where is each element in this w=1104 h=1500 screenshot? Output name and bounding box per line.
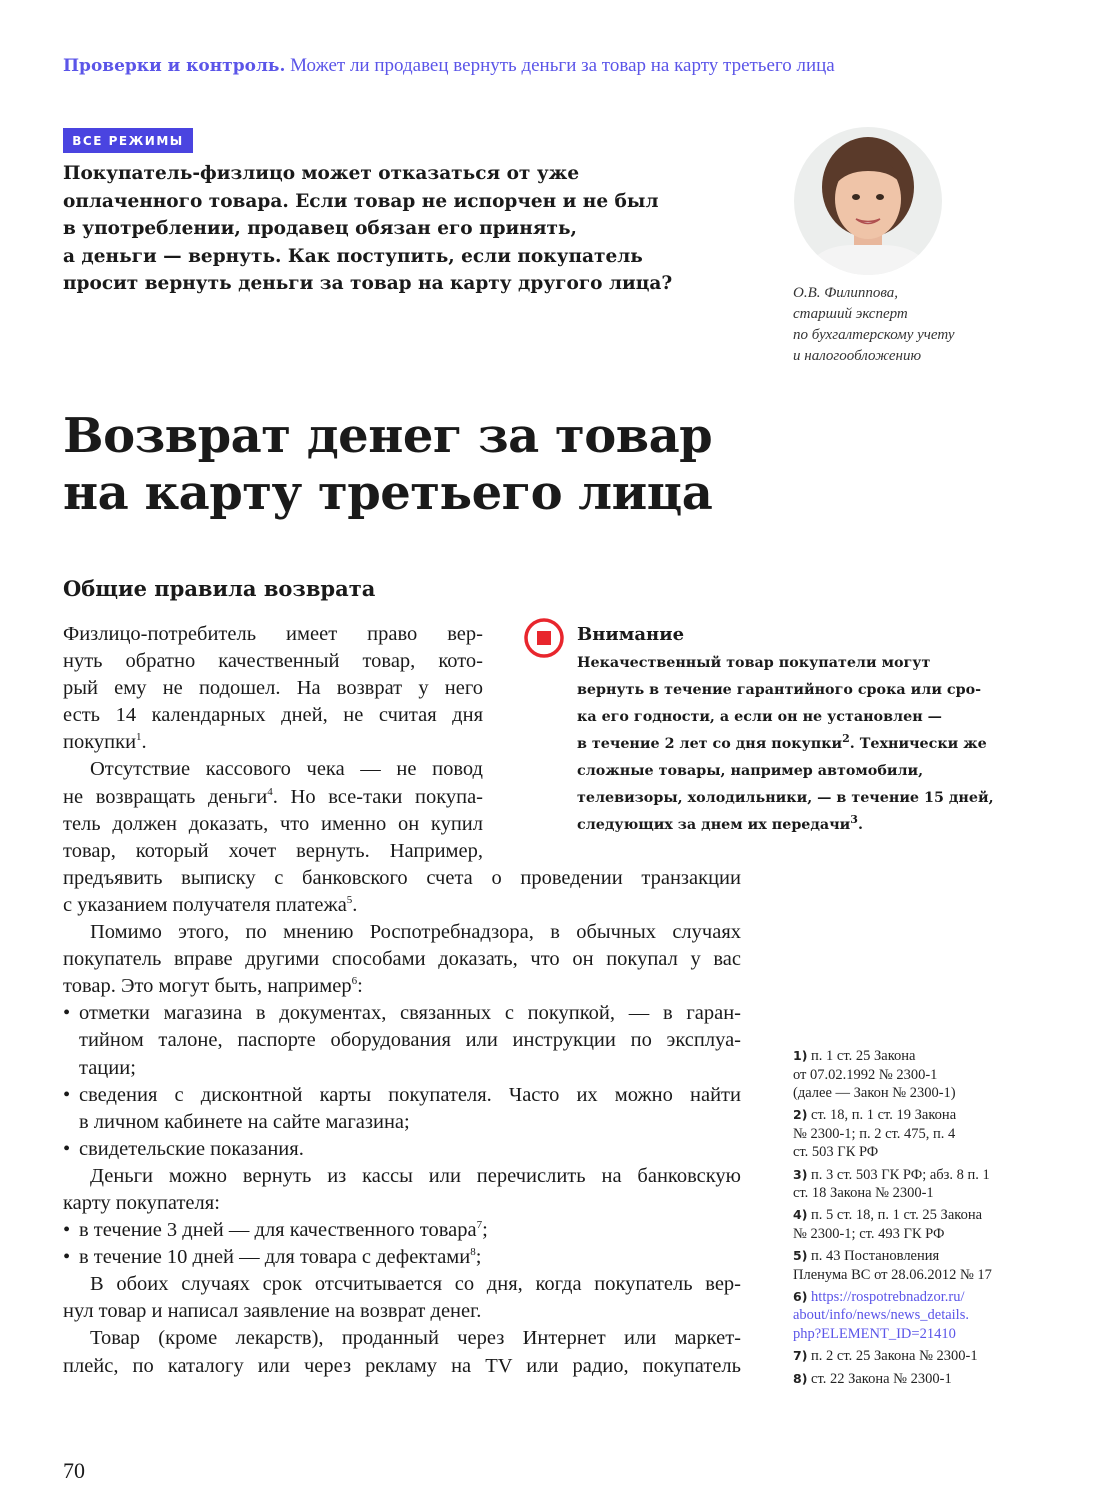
body-line: нул товар и написал заявление на возврат денег. [63, 1300, 482, 1323]
body-line: В обоих случаях срок отсчитывается со дня, когда покупатель вер- [90, 1273, 741, 1296]
author-photo [794, 127, 942, 275]
title-line: на карту третьего лица [63, 465, 713, 521]
body-line: есть 14 календарных дней, не считая дня [63, 704, 483, 727]
attention-line: в течение 2 лет со дня покупки$^2$. Технически же [577, 732, 987, 752]
body-line: нуть обратно качественный товар, кото- [63, 650, 483, 673]
body-line: карту покупателя: [63, 1191, 220, 1214]
body-line: Деньги можно вернуть из кассы или перечислить на банковскую [90, 1164, 741, 1187]
title-line: Возврат денег за товар [63, 408, 713, 464]
footnote-ref: 8 [470, 1246, 476, 1259]
body-line: плейс, по каталогу или через рекламу на TV или радио, покупатель [63, 1354, 741, 1377]
regime-tag: ВСЕ РЕЖИМЫ [63, 128, 193, 153]
lead-line: Покупатель-физлицо может отказаться от уже [63, 163, 580, 184]
bullet-item: • свидетельские показания. [63, 1136, 741, 1163]
lead-line: оплаченного товара. Если товар не испорчен и не был [63, 190, 659, 212]
bullet-item: • отметки магазина в документах, связанных с покупкой, — в гаран- [63, 1000, 741, 1027]
attention-line: сложные товары, например автомобили, [577, 763, 924, 779]
body-line: товар, который хочет вернуть. Например, [63, 839, 483, 862]
body-line: тель должен доказать, что именно он купил [63, 812, 483, 835]
article-body [63, 621, 741, 1380]
footnote-ref: 3 [850, 813, 858, 827]
footnote: 6) https://rospotrebnadzor.ru/ about/info/news/news_details. php?ELEMENT_ID=21410 [793, 1288, 969, 1342]
footnote-ref: 4 [267, 785, 273, 798]
header-title: Может ли продавец вернуть деньги за товар на карту третьего лица [290, 55, 835, 76]
author-caption [793, 283, 955, 367]
lead-line: в употреблении, продавец обязан его принять, [63, 218, 577, 239]
author-name: О.В. Филиппова, [793, 285, 899, 301]
section-heading: Общие правила возврата [63, 576, 376, 601]
footnote-ref: 1 [136, 731, 142, 744]
bullet-item: • в течение 10 дней — для товара с дефектами$^8$; [63, 1244, 741, 1271]
footnote-ref: 6 [351, 975, 358, 988]
body-line: тийном талоне, паспорте оборудования или инструкции по эксплуа- [79, 1029, 741, 1052]
author-role-line: старший эксперт [793, 306, 908, 322]
footnote-link[interactable]: about/info/news/news_details. [793, 1307, 969, 1324]
footnote-link[interactable]: https://rospotrebnadzor.ru/ [811, 1288, 965, 1305]
footnote: 7) п. 2 ст. 25 Закона № 2300-1 [793, 1348, 978, 1365]
body-line: тации; [79, 1056, 136, 1079]
body-line: рый ему не подошел. На возврат у него [63, 677, 483, 700]
footnote: 8) ст. 22 Закона № 2300-1 [793, 1370, 952, 1387]
bullet-dot: • [63, 1002, 71, 1025]
body-line: покупатель вправе другими способами доказать, что он покупал у вас [63, 948, 741, 971]
lead-line: а деньги — вернуть. Как поступить, если покупатель [63, 245, 643, 267]
footnote: 1) п. 1 ст. 25 Закона от 07.02.1992 № 2300-1 (далее — Закон № 2300-1) [793, 1048, 956, 1101]
footnote-link[interactable]: php?ELEMENT_ID=21410 [793, 1325, 956, 1342]
bullet-item: • в течение 3 дней — для качественного товара$^7$; [63, 1217, 741, 1244]
bullet-dot: • [63, 1246, 71, 1269]
body-line: Физлицо-потребитель имеет право вер- [63, 623, 483, 645]
article-title [63, 408, 712, 522]
attention-heading: Внимание [577, 624, 685, 645]
attention-line: следующих за днем их передачи$^3$. [577, 813, 863, 833]
body-line: товар. Это могут быть, например$^6$: [63, 975, 363, 998]
footnote: 3) п. 3 ст. 503 ГК РФ; абз. 8 п. 1 ст. 18 Закона № 2300-1 [793, 1166, 990, 1202]
bullet-dot: • [63, 1137, 71, 1160]
attention-line: телевизоры, холодильники, — в течение 15 дней, [577, 790, 994, 806]
footnote: 2) ст. 18, п. 1 ст. 19 Закона № 2300-1; п. 2 ст. 475, п. 4 ст. 503 ГК РФ [793, 1107, 957, 1161]
footnote-ref: 7 [476, 1219, 483, 1232]
lead-line: просит вернуть деньги за товар на карту другого лица? [63, 273, 673, 294]
author-role-line: и налогообложению [793, 348, 922, 364]
body-line: в личном кабинете на сайте магазина; [79, 1110, 410, 1133]
body-line: Помимо этого, по мнению Роспотребнадзора, в обычных случаях [90, 921, 741, 944]
lead-paragraph [63, 160, 743, 298]
body-line: Товар (кроме лекарств), проданный через Интернет или маркет- [90, 1327, 741, 1350]
body-line: предъявить выписку с банковского счета о проведении транзакции [63, 866, 741, 889]
footnotes [793, 1047, 992, 1392]
body-line: не возвращать деньги$^4$. Но все-таки покупа- [63, 785, 484, 808]
body-line: Отсутствие кассового чека — не повод [90, 758, 483, 781]
running-header [63, 55, 835, 77]
page-number: 70 [63, 1458, 85, 1483]
bullet-dot: • [63, 1083, 71, 1106]
footnote: 5) п. 43 Постановления Пленума ВС от 28.06.2012 № 17 [793, 1248, 992, 1283]
footnote: 4) п. 5 ст. 18, п. 1 ст. 25 Закона № 2300-1; ст. 493 ГК РФ [793, 1207, 983, 1242]
attention-line: Некачественный товар покупатели могут [577, 655, 931, 671]
bullet-dot: • [63, 1219, 71, 1242]
header-rubric: Проверки и контроль. [63, 56, 286, 76]
attention-line: ка его годности, а если он не установлен — [577, 709, 942, 725]
body-line: с указанием получателя платежа$^5$. [63, 893, 358, 916]
body-line: покупки$^1$. [63, 731, 147, 754]
footnote-ref: 2 [842, 732, 850, 746]
author-role-line: по бухгалтерскому учету [793, 327, 955, 343]
footnote-ref: 5 [346, 894, 353, 907]
bullet-item: • сведения с дисконтной карты покупателя. Часто их можно найти [63, 1082, 741, 1109]
attention-line: вернуть в течение гарантийного срока или сро- [577, 682, 982, 698]
